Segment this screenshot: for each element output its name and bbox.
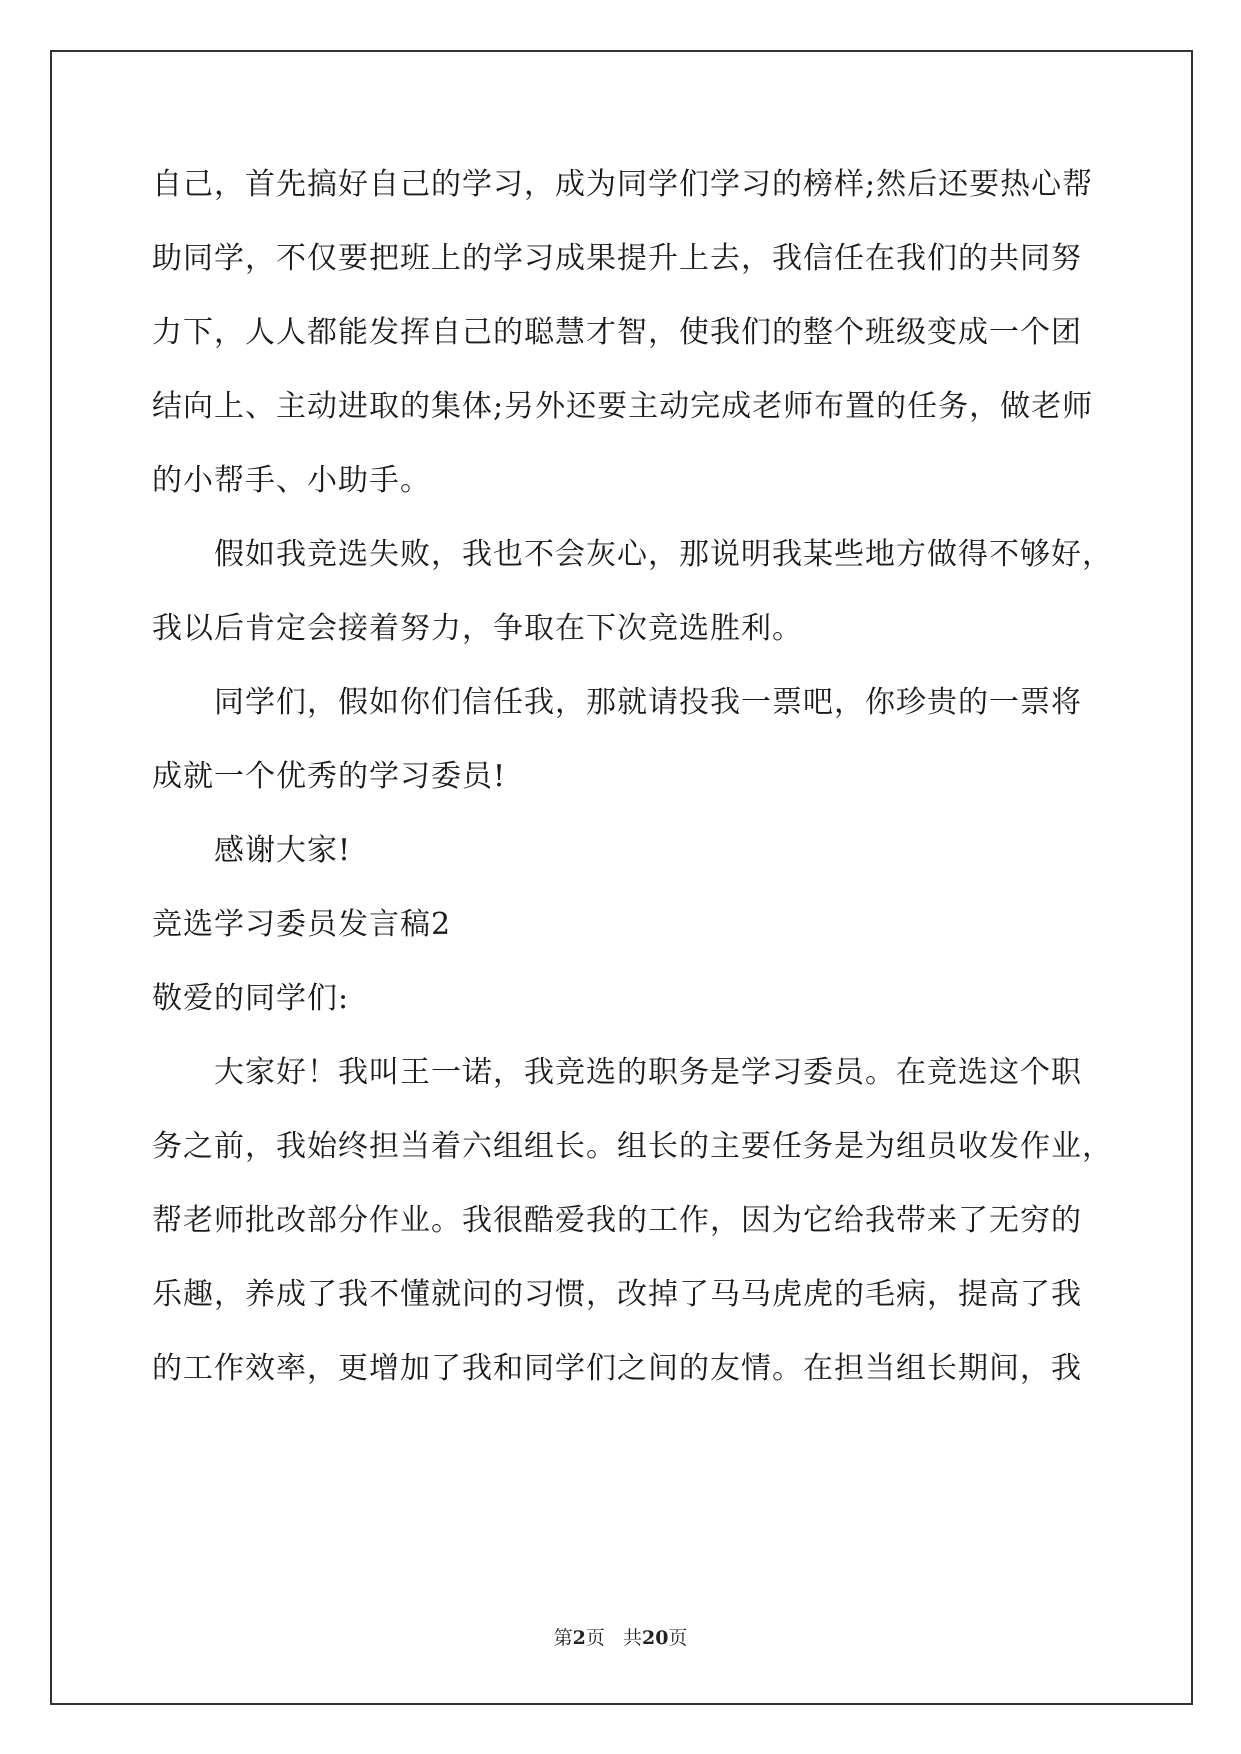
paragraph-first-line: 同学们，假如你们信任我，那就请投我一票吧，你珍贵的一票将 bbox=[214, 685, 1082, 720]
footer-page-suffix: 页 bbox=[585, 1627, 605, 1649]
text-line: 的工作效率，更增加了我和同学们之间的友情。在担当组长期间，我 bbox=[152, 1351, 1082, 1386]
text-line: 助同学，不仅要把班上的学习成果提升上去，我信任在我们的共同努 bbox=[152, 241, 1082, 276]
paragraph-first-line: 大家好！我叫王一诺，我竞选的职务是学习委员。在竞选这个职 bbox=[214, 1055, 1082, 1090]
page-border bbox=[50, 50, 1193, 1705]
salutation: 敬爱的同学们: bbox=[152, 981, 350, 1016]
page-number: 2 bbox=[572, 1627, 586, 1649]
text-line: 务之前，我始终担当着六组组长。组长的主要任务是为组员收发作业， bbox=[152, 1129, 1113, 1164]
footer-prefix: 第 bbox=[553, 1627, 573, 1649]
text-line: 我以后肯定会接着努力，争取在下次竞选胜利。 bbox=[152, 611, 803, 646]
paragraph-first-line: 假如我竞选失败，我也不会灰心，那说明我某些地方做得不够好， bbox=[214, 537, 1113, 572]
footer-total-prefix: 共 bbox=[622, 1627, 642, 1649]
section-heading: 竞选学习委员发言稿2 bbox=[152, 907, 452, 942]
total-pages: 20 bbox=[641, 1627, 669, 1649]
closing-line: 感谢大家! bbox=[214, 833, 352, 868]
text-line: 帮老师批改部分作业。我很酷爱我的工作，因为它给我带来了无穷的 bbox=[152, 1203, 1082, 1238]
text-line: 结向上、主动进取的集体;另外还要主动完成老师布置的任务，做老师 bbox=[152, 389, 1094, 424]
page-footer bbox=[0, 1626, 1241, 1650]
text-line: 自己，首先搞好自己的学习，成为同学们学习的榜样;然后还要热心帮 bbox=[152, 167, 1094, 202]
text-line: 成就一个优秀的学习委员! bbox=[152, 759, 507, 794]
text-line: 力下，人人都能发挥自己的聪慧才智，使我们的整个班级变成一个团 bbox=[152, 315, 1082, 350]
text-line: 的小帮手、小助手。 bbox=[152, 463, 431, 498]
footer-total-suffix: 页 bbox=[668, 1627, 688, 1649]
text-line: 乐趣，养成了我不懂就问的习惯，改掉了马马虎虎的毛病，提高了我 bbox=[152, 1277, 1082, 1312]
